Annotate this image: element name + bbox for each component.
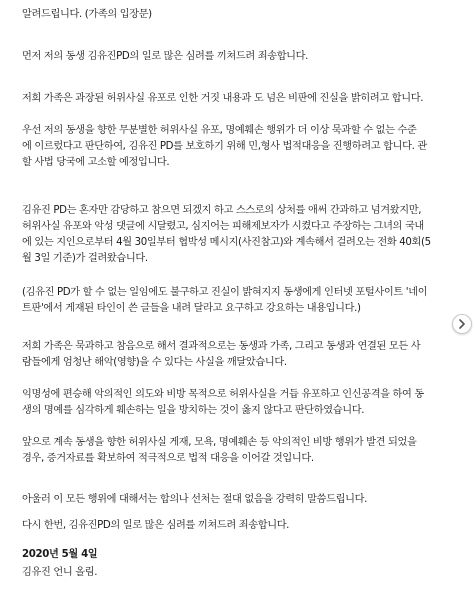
anonymity-line-2: 생의 명예를 심각하게 훼손하는 일을 방치하는 것이 옳지 않다고 판단하였습니다. bbox=[22, 405, 365, 416]
no-settlement-line: 아울러 이 모든 행위에 대해서는 합의나 선처는 절대 없음을 강력히 말씀드립니다. bbox=[22, 494, 367, 505]
harassment-line-4: 월 3일 기준)가 걸려왔습니다. bbox=[22, 253, 148, 264]
legal-action-line-1: 우선 저의 동생을 향한 무분별한 허위사실 유포, 명예훼손 행위가 더 이상 묵과할 수 없는 수준 bbox=[22, 125, 417, 136]
anonymity-line-1: 익명성에 편승해 악의적인 의도와 비방 목적으로 허위사실을 거듭 유포하고 인신공격을 하여 동 bbox=[22, 389, 424, 400]
intro-line: 저희 가족은 과장된 허위사실 유포로 인한 거짓 내용과 도 넘은 비판에 진실을 밝히려고 합니다. bbox=[22, 93, 424, 104]
harassment-line-3: 에 있는 지인으로부터 4월 30일부터 협박성 메시지(사진참고)와 계속해서 걸려오는 전화 40회(5 bbox=[22, 237, 431, 248]
apology-line: 먼저 저의 동생 김유진PD의 일로 많은 심려를 끼쳐드려 죄송합니다. bbox=[22, 51, 309, 62]
parenthetical-line-2: 트판'에서 게재된 타인이 쓴 글들을 내려 달라고 요구하고 강요하는 내용입니다.) bbox=[22, 303, 361, 314]
harassment-line-1: 김유진 PD는 혼자만 감당하고 참으면 되겠지 하고 스스로의 상처를 애써 간과하고 넘겨왔지만, bbox=[22, 205, 422, 216]
legal-action-line-2: 에 이르렀다고 판단하여, 김유진 PD를 보호하기 위해 민,형사 법적대응을 진행하려고 합니다. 관 bbox=[22, 141, 427, 152]
closing-apology-line: 다시 한번, 김유진PD의 일로 많은 심려를 끼쳐드려 죄송합니다. bbox=[22, 520, 290, 531]
statement-title: 알려드립니다. (가족의 입장문) bbox=[22, 9, 152, 20]
chevron-right-icon bbox=[458, 319, 466, 329]
future-action-line-1: 앞으로 계속 동생을 향한 허위사실 게재, 모욕, 명예훼손 등 악의적인 비방 행위가 발견 되었을 bbox=[22, 437, 417, 448]
next-slide-button[interactable] bbox=[452, 314, 472, 334]
consequence-line-1: 저희 가족은 묵과하고 참음으로 해서 결과적으로는 동생과 가족, 그리고 동생과 연결된 모든 사 bbox=[22, 341, 421, 352]
parenthetical-line-1: (김유진 PD가 할 수 없는 일임에도 불구하고 진실이 밝혀지지 동생에게 인터넷 포털사이트 '네이 bbox=[22, 287, 428, 298]
consequence-line-2: 람들에게 엄청난 해악(영향)을 수 있다는 사실을 깨달았습니다. bbox=[22, 357, 287, 368]
future-action-line-2: 경우, 증거자료를 확보하여 적극적으로 법적 대응을 이어갈 것입니다. bbox=[22, 453, 314, 464]
harassment-line-2: 허위사실 유포와 악성 댓글에 시달렸고, 심지어는 피해제보자가 시켰다고 주장하는 그녀의 국내 bbox=[22, 221, 424, 232]
legal-action-line-3: 할 사법 당국에 고소할 예정입니다. bbox=[22, 157, 170, 168]
statement-date: 2020년 5월 4일 bbox=[22, 549, 98, 560]
statement-signature: 김유진 언니 올림. bbox=[22, 567, 98, 578]
